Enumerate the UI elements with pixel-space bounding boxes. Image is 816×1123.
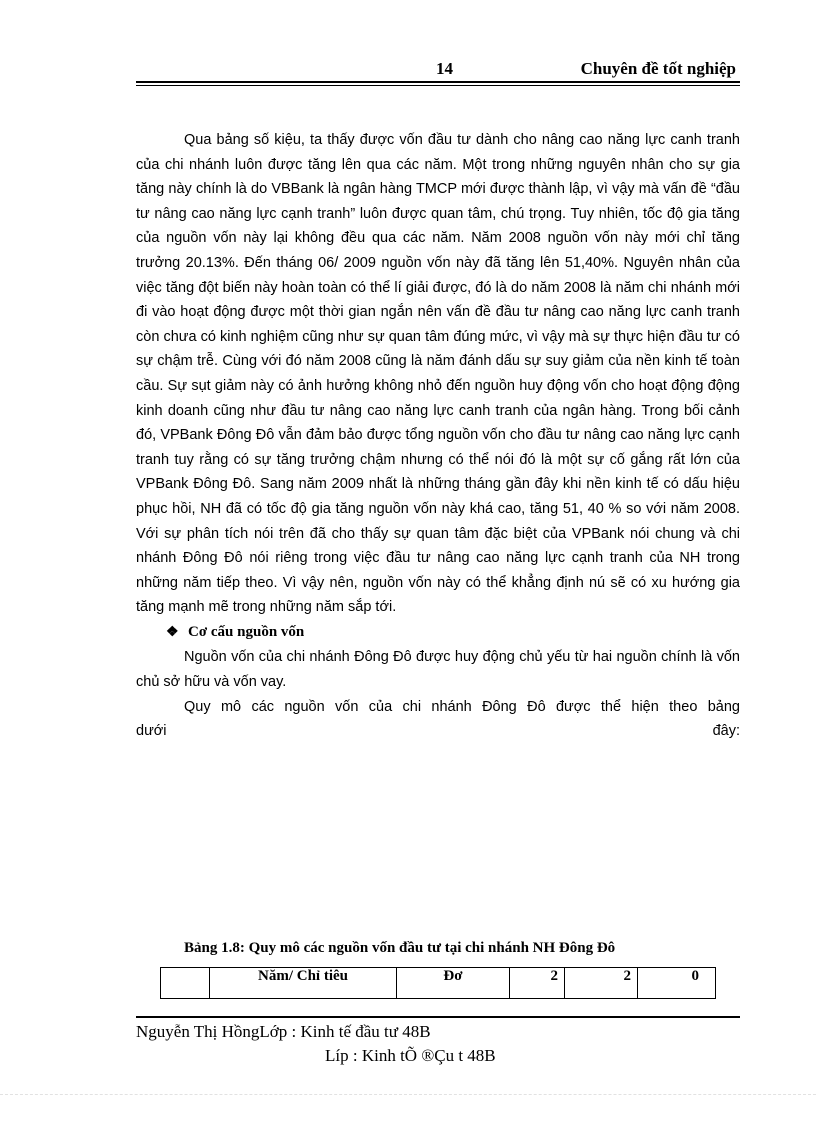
diamond-bullet-icon: ❖ [166, 624, 179, 640]
document-title: Chuyên đề tốt nghiệp [580, 59, 736, 78]
paragraph-table-intro-tail [136, 719, 740, 744]
footer-rule [136, 1016, 740, 1018]
table-cell: 2 [510, 968, 565, 999]
section-heading [136, 620, 740, 646]
paragraph-table-intro: Quy mô các nguồn vốn của chi nhánh Đông Đô được thể hiện theo bảng [184, 698, 740, 715]
table-cell: Năm/ Chỉ tiêu [210, 968, 397, 999]
table-caption: Bảng 1.8: Quy mô các nguồn vốn đầu tư tại chi nhánh NH Đông Đô [184, 940, 616, 956]
capital-scale-table [160, 967, 716, 999]
table-cell [161, 968, 210, 999]
page-header [136, 56, 740, 82]
page-number: 14 [436, 59, 453, 78]
body-text [136, 128, 740, 744]
table-cell: Đơ [397, 968, 510, 999]
page-edge [0, 1094, 816, 1095]
tail-left-word: dưới [136, 723, 167, 740]
tail-right-word: đây: [712, 723, 740, 740]
table-cell: 0 [638, 968, 716, 999]
footer-class: Líp : Kinh tÕ ®Çu t 48B [325, 1046, 496, 1065]
section-heading-text: Cơ cấu nguồn vốn [188, 623, 305, 640]
paragraph-capital-sources: Nguồn vốn của chi nhánh Đông Đô được huy động chủ yếu từ hai nguồn chính là vốn chủ sở hữu và vốn vay. [136, 649, 740, 691]
paragraph-analysis: Qua bảng số kiệu, ta thấy được vốn đầu tư dành cho nâng cao năng lực canh tranh của chi nhánh luôn được tăng lên qua các năm. Một trong những nguyên nhân cho sự gia tăng này chính là do VBBank là ngân hàng TMCP mới được thành lập, vì vậy mà vấn đề “đầu tư nâng cao năng lực cạnh tranh” luôn được quan tâm, chú trọng. Tuy nhiên, tốc độ gia tăng của nguồn vốn này lại không đều qua các năm. Năm 2008 nguồn vốn này mới chỉ tăng trưởng 20.13%. Đến tháng 06/ 2009 nguồn vốn này đã tăng lên 51,40%. Nguyên nhân của việc tăng đột biến này hoàn toàn có thể lí giải được, đó là do năm 2008 là năm chi nhánh mới đi vào hoạt động được một thời gian ngắn nên vấn đề đầu tư nâng cao năng lực canh tranh còn chưa có kinh nghiệm cũng như sự quan tâm đúng mức, vì vậy mà sự thực hiện đầu tư có sự chậm trễ. Cùng với đó năm 2008 cũng là năm đánh dấu sự suy giảm của nền kinh tế toàn cầu. Sự sụt giảm này có ảnh hưởng không nhỏ đến nguồn huy động vốn cho hoạt động động kinh doanh cũng như đầu tư nâng cao năng lực canh tranh của ngân hàng. Trong bối cảnh đó, VPBank Đông Đô vẫn đảm bảo được tổng nguồn vốn cho đầu tư nâng cao năng lực cạnh tranh tuy rằng có sự tăng trưởng chậm nhưng có thể nói đó là một sự cố gắng rất lớn của VPBank Đông Đô. Sang năm 2009 nhất là những tháng gần đây khi nền kinh tế có dấu hiệu phục hồi, NH đã có tốc độ gia tăng nguồn vốn này khá cao, tăng 51, 40 % so với năm 2008. Với sự phân tích nói trên đã cho thấy sự quan tâm đặc biệt của VPBank nói chung và chi nhánh Đông Đô nói riêng trong việc đầu tư nâng cao năng lực cạnh tranh của NH trong những năm tiếp theo. Vì vậy nên, nguồn vốn này có thể khẳng định nú sẽ có xu hướng gia tăng mạnh mẽ trong những năm sắp tới. [136, 132, 740, 616]
header-rule-thin [136, 85, 740, 86]
footer-author: Nguyễn Thị HồngLớp : Kinh tế đầu tư 48B [136, 1022, 431, 1041]
table-cell: 2 [565, 968, 638, 999]
table-header-row [161, 968, 716, 999]
header-rule [136, 81, 740, 83]
